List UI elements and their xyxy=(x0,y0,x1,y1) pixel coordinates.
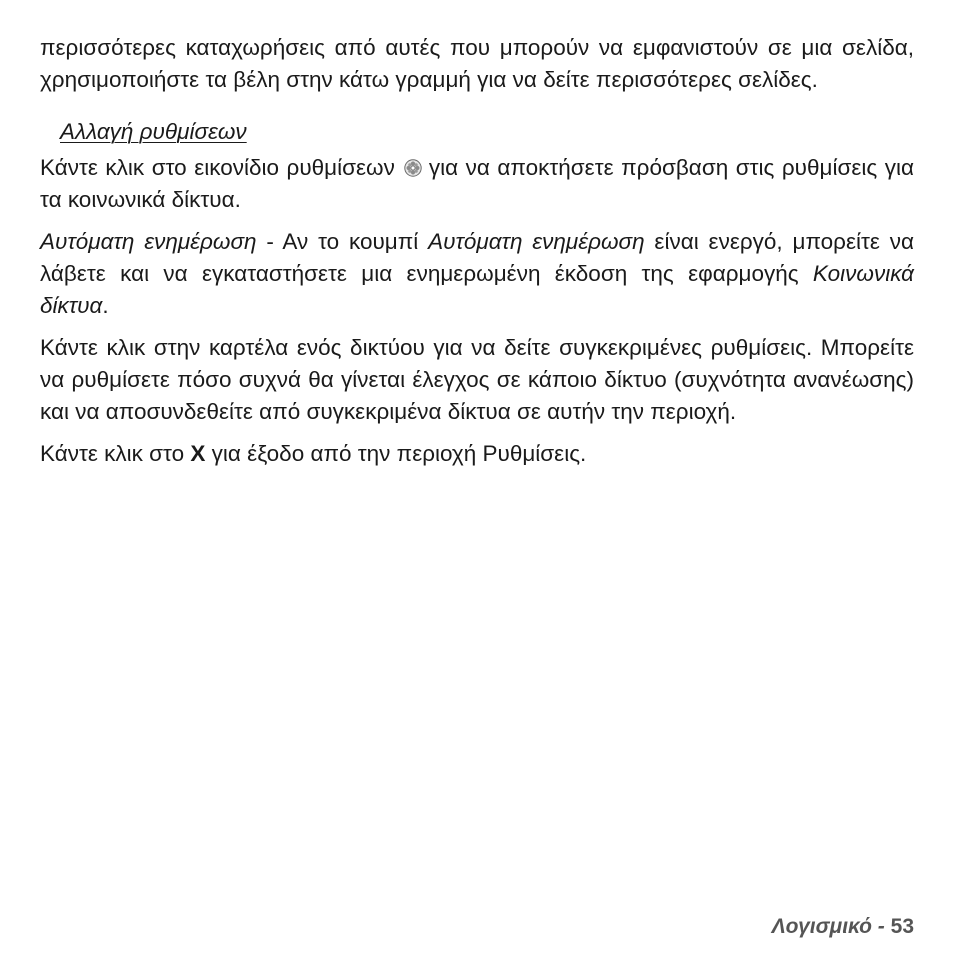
auto-update-paragraph xyxy=(40,226,914,322)
app-name: Κοινωνικά δίκτυα xyxy=(40,261,914,318)
auto-update-text-1: - Αν το κουμπί xyxy=(256,229,429,254)
exit-paragraph xyxy=(40,438,914,470)
footer-section: Λογισμικό - xyxy=(771,915,891,938)
settings-paragraph xyxy=(40,152,914,216)
page-number: 53 xyxy=(890,915,914,938)
exit-key: X xyxy=(190,441,206,466)
exit-text-1: Κάντε κλικ στο xyxy=(40,441,191,466)
page-footer xyxy=(772,914,914,940)
settings-text-after: για να αποκτήσετε πρόσβαση στις ρυθμίσεις για τα κοινωνικά δίκτυα. xyxy=(40,155,914,212)
network-tab-paragraph: Κάντε κλικ στην καρτέλα ενός δικτύου για να δείτε συγκεκριμένες ρυθμίσεις. Μπορείτε να ρυθμίσετε πόσο συχνά θα γίνεται έλεγχος σε κάποιο δίκτυο (συχνότητα ανανέωσης) και να αποσυνδεθείτε από συγκεκριμένα δίκτυα σε αυτήν την περιοχή. xyxy=(40,335,914,424)
exit-text-2: για έξοδο από την περιοχή Ρυθμίσεις. xyxy=(205,441,587,466)
auto-update-text-2: είναι ενεργό, μπορείτε να λάβετε και να εγκαταστήσετε μια ενημερωμένη έκδοση της εφαρμογής xyxy=(40,229,914,286)
intro-paragraph: περισσότερες καταχωρήσεις από αυτές που μπορούν να εμφανιστούν σε μια σελίδα, χρησιμοποιήστε τα βέλη στην κάτω γραμμή για να δείτε περισσότερες σελίδες. xyxy=(40,35,914,92)
settings-text-before: Κάντε κλικ στο εικονίδιο ρυθμίσεων xyxy=(40,155,395,180)
page-content xyxy=(40,32,914,480)
section-heading: Αλλαγή ρυθμίσεων xyxy=(60,119,247,144)
auto-update-text-3: . xyxy=(102,293,109,318)
auto-update-button-name: Αυτόματη ενημέρωση xyxy=(428,229,645,254)
gear-icon xyxy=(403,158,423,178)
auto-update-term: Αυτόματη ενημέρωση xyxy=(40,229,257,254)
